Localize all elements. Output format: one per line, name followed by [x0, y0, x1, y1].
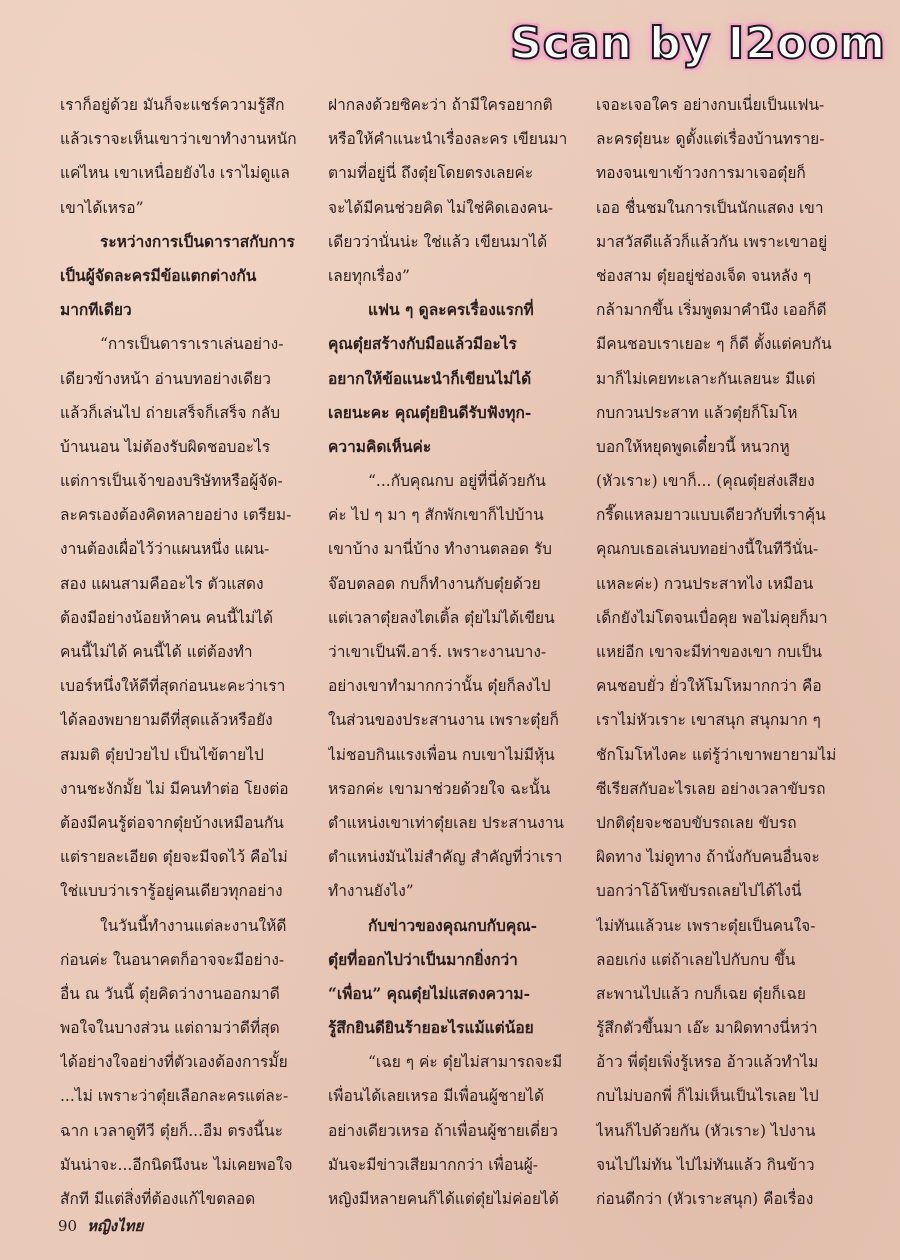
text-line: จนไปไม่ทัน ไปไม่ทันแล้ว กินข้าว: [596, 1155, 815, 1174]
text-line: รู้สึกยินดียินร้ายอะไรแม้แต่น้อย: [328, 1018, 534, 1038]
text-line: กล้ามากขึ้น เริ่มพูดมาคำนึง เออก็ดี: [596, 301, 827, 320]
text-line: เออ ชื่นชมในการเป็นนักแสดง เขา: [596, 198, 824, 217]
text-line: อื่น ณ วันนี้ ตุ๋ยคิดว่างานออกมาดี: [60, 984, 280, 1003]
text-line: กับข่าวของคุณกบกับคุณ-: [368, 915, 538, 935]
text-line: ต้องมีคนรู้ต่อจากตุ๋ยบ้างเหมือนกัน: [60, 813, 284, 832]
text-line: เราไม่หัวเราะ เขาสนุก สนุกมาก ๆ: [596, 711, 821, 730]
text-line: มันน่าจะ...อีกนิดนึงนะ ไม่เคยพอใจ: [60, 1155, 293, 1174]
text-line: ว่าเขาเป็นพี.อาร์. เพราะงานบาง-: [328, 643, 547, 661]
text-line: เดียวว่านั่นน่ะ ใช่แล้ว เขียนมาได้: [328, 232, 548, 251]
text-line: ชักโมโหไงคะ แต่รู้ว่าเขาพยายามไม่: [596, 745, 836, 764]
text-line: ก่อนดีกว่า (หัวเราะสนุก) คือเรื่อง: [596, 1190, 814, 1208]
page-number: 90: [58, 1217, 78, 1235]
text-line: กบกวนประสาท แล้วตุ๋ยก็โมโห: [596, 403, 798, 422]
text-line: ไหนก็ไปด้วยกัน (หัวเราะ) ไปงาน: [596, 1121, 816, 1140]
text-line: (หัวเราะ) เขาก็... (คุณตุ๋ยส่งเสียง: [596, 472, 815, 491]
text-line: ช่องสาม ตุ๋ยอยู่ช่องเจ็ด จนหลัง ๆ: [596, 266, 812, 285]
text-line: แล้วก็เล่นไป ถ่ายเสร็จก็เสร็จ กลับ: [60, 403, 281, 422]
text-line: เพื่อนได้เลยเหรอ มีเพื่อนผู้ชายได้: [328, 1087, 545, 1106]
magazine-name: หญิงไทย: [87, 1217, 144, 1235]
text-line: ตุ๋ยที่ออกไปว่าเป็นมากยิ่งกว่า: [328, 949, 518, 969]
text-line: ตำแหน่งมันไม่สำคัญ สำคัญที่ว่าเรา: [328, 848, 563, 867]
text-line: เขาบ้าง มานี่บ้าง ทำงานตลอด รับ: [328, 540, 553, 559]
text-line: สักที มีแต่สิ่งที่ต้องแก้ไขตลอด: [60, 1190, 256, 1208]
text-line: ตำแหน่งเขาเท่าตุ๋ยเลย ประสานงาน: [328, 813, 565, 832]
text-line: เดียวข้างหน้า อ่านบทอย่างเดียว: [60, 369, 271, 388]
text-line: ได้ลองพยายามดีที่สุดแล้วหรือยัง: [60, 711, 273, 730]
text-line: ละครตุ๋ยนะ ดูตั้งแต่เรื่องบ้านทราย-: [596, 130, 825, 149]
text-line: มาก็ไม่เคยทะเลาะกันเลยนะ มีแต่: [596, 369, 816, 388]
text-line: จะได้มีคนช่วยคิด ไม่ใช่คิดเองคน-: [328, 198, 554, 217]
text-line: คนชอบยั่ว ยั่วให้โมโหมากกว่า คือ: [596, 677, 822, 696]
text-line: ลอยเก่ง แต่ถ้าเลยไปกับกบ ขึ้น: [596, 950, 796, 969]
text-line: มาสวัสดีแล้วก็แล้วกัน เพราะเขาอยู่: [596, 232, 828, 251]
text-line: หญิงมีหลายคนก็ได้แต่ตุ๋ยไม่ค่อยได้: [328, 1190, 559, 1208]
text-line: ตามที่อยู่นี่ ถึงตุ๋ยโดยตรงเลยค่ะ: [328, 164, 534, 183]
text-line: ในวันนี้ทำงานแต่ละงานให้ดี: [100, 916, 287, 935]
text-line: มีคนชอบเราเยอะ ๆ ก็ดี ตั้งแต่คบกัน: [596, 335, 832, 354]
text-line: เป็นผู้จัดละครมีข้อแตกต่างกัน: [60, 265, 257, 285]
text-line: ซีเรียสกับอะไรเลย อย่างเวลาขับรถ: [596, 779, 826, 798]
text-line: บอกให้หยุดพูดเดี๋ยวนี้ หนวกหู: [596, 437, 790, 456]
text-line: บ้านนอน ไม่ต้องรับผิดชอบอะไร: [60, 437, 271, 456]
text-line: แค่ไหน เขาเหนื่อยยังไง เราไม่ดูแล: [60, 164, 290, 183]
text-line: มากทีเดียว: [60, 300, 132, 320]
text-line: ไม่ชอบกินแรงเพื่อน กบเขาไม่มีหุ้น: [328, 745, 555, 764]
scan-watermark: Scan by I2oom: [510, 18, 886, 69]
text-line: หรอกค่ะ เขามาช่วยด้วยใจ ฉะนั้น: [328, 779, 551, 798]
text-line: อ้าว พี่ตุ๋ยเพิ่งรู้เหรอ อ้าวแล้วทำไม: [596, 1053, 819, 1072]
text-line: อย่างเดียวเหรอ ถ้าเพื่อนผู้ชายเดี่ยว: [328, 1121, 558, 1140]
text-line: แล้วเราจะเห็นเขาว่าเขาทำงานหนัก: [60, 130, 297, 149]
text-line: ทำงานยังไง”: [328, 882, 414, 901]
text-line: สอง แผนสามคืออะไร ตัวแสดง: [60, 574, 264, 593]
text-line: คุณตุ๋ยสร้างกับมือแล้วมีอะไร: [328, 334, 517, 354]
text-line: กบไม่บอกพี่ ก็ไม่เห็นเป็นไรเลย ไป: [596, 1087, 819, 1106]
text-line: คนนี้ไม่ได้ คนนี้ได้ แต่ต้องทำ: [60, 643, 253, 661]
text-line: ...ไม่ เพราะว่าตุ๋ยเลือกละครแต่ละ-: [60, 1087, 289, 1106]
text-line: ได้อย่างใจอย่างที่ตัวเองต้องการมั้ย: [60, 1053, 288, 1072]
text-line: สะพานไปแล้ว กบก็เฉย ตุ๋ยก็เฉย: [596, 984, 806, 1003]
text-line: อยากให้ข้อแนะนำก็เขียนไม่ได้: [328, 368, 532, 388]
text-line: “เฉย ๆ ค่ะ ตุ๋ยไม่สามารถจะมี: [368, 1053, 563, 1072]
text-line: แต่เวลาตุ๋ยลงไตเติ้ล ตุ๋ยไม่ได้เขียน: [328, 608, 555, 627]
text-line: สมมติ ตุ๋ยป่วยไป เป็นไข้ตายไป: [60, 745, 264, 764]
text-line: ทองจนเขาเข้าวงการมาเจอตุ๋ยก็: [596, 164, 806, 183]
text-line: แต่รายละเอียด ตุ๋ยจะมีจดไว้ คือไม่: [60, 848, 288, 867]
text-line: “การเป็นดาราเราเล่นอย่าง-: [100, 335, 284, 354]
text-line: เจอะเจอใคร อย่างกบเนี่ยเป็นแฟน-: [596, 96, 825, 114]
text-line: งานต้องเผื่อไว้ว่าแผนหนึ่ง แผน-: [60, 540, 270, 559]
text-line: ผิดทาง ไม่ดูทาง ถ้านั่งกับคนอื่นจะ: [596, 848, 820, 867]
text-line: ค่ะ ไป ๆ มา ๆ สักพักเขาก็ไปบ้าน: [328, 506, 544, 525]
text-line: ปกติตุ๋ยจะชอบขับรถเลย ขับรถ: [596, 813, 797, 832]
text-line: ต้องมีอย่างน้อยห้าคน คนนี้ไม่ได้: [60, 608, 274, 627]
text-column-1: [60, 88, 300, 1216]
text-line: หรือให้คำแนะนำเรื่องละคร เขียนมา: [328, 130, 568, 149]
text-line: ระหว่างการเป็นดาราสกับการ: [100, 231, 295, 251]
text-line: เลยนะคะ คุณตุ๋ยยินดีรับฟังทุก-: [328, 402, 532, 422]
text-line: เลยทุกเรื่อง”: [328, 266, 410, 285]
text-line: พอใจในบางส่วน แต่ถามว่าดีที่สุด: [60, 1019, 280, 1038]
text-line: ฉาก เวลาดูทีวี ตุ๋ยก็...อืม ตรงนี้นะ: [60, 1121, 283, 1140]
text-line: อย่างเขาทำมากกว่านั้น ตุ๋ยก็ลงไป: [328, 677, 551, 696]
text-line: แหย่อีก เขาจะมีท่าของเขา กบเป็น: [596, 643, 823, 661]
text-line: ไม่ทันแล้วนะ เพราะตุ๋ยเป็นคนใจ-: [596, 916, 816, 935]
text-line: แหละค่ะ) กวนประสาทไง เหมือน: [596, 574, 814, 593]
text-line: มันจะมีข่าวเสียมากกว่า เพื่อนผู้-: [328, 1155, 539, 1174]
text-line: ก่อนค่ะ ในอนาคตก็อาจจะมีอย่าง-: [60, 950, 285, 969]
text-line: เราก็อยู่ด้วย มันก็จะแชร์ความรู้สึก: [60, 96, 285, 114]
text-line: แต่การเป็นเจ้าของบริษัทหรือผู้จัด-: [60, 472, 283, 491]
text-line: บอกว่าโอ้โหขับรถเลยไปได้ไงนี่: [596, 882, 802, 901]
text-line: “เพื่อน” คุณตุ๋ยไม่แสดงความ-: [328, 983, 531, 1003]
text-line: แฟน ๆ ดูละครเรื่องแรกที่: [368, 300, 534, 320]
text-column-3: [596, 88, 836, 1216]
text-line: งานชะงักมั้ย ไม่ มีคนทำต่อ โยงต่อ: [60, 779, 289, 798]
text-line: เบอร์หนึ่งให้ดีที่สุดก่อนนะคะว่าเรา: [60, 677, 286, 696]
page-footer: [58, 1214, 143, 1238]
text-line: รู้สึกตัวขึ้นมา เอ๊ะ มาผิดทางนี่หว่า: [596, 1019, 818, 1038]
text-line: คุณกบเธอเล่นบทอย่างนี้ในทีวีนั่น-: [596, 540, 819, 559]
text-line: เด็กยังไม่โตจนเบื่อคุย พอไม่คุยก็มา: [596, 608, 828, 627]
text-line: “...กับคุณกบ อยู่ที่นี่ด้วยกัน: [368, 472, 546, 491]
text-line: ในส่วนของประสานงาน เพราะตุ๋ยก็: [328, 711, 559, 730]
text-line: ใช่แบบว่าเรารู้อยู่คนเดียวทุกอย่าง: [60, 882, 283, 901]
text-line: ละครเองต้องคิดหลายอย่าง เตรียม-: [60, 506, 292, 525]
text-line: ฝากลงด้วยซิคะว่า ถ้ามีใครอยากติ: [328, 96, 553, 114]
text-line: จ๊อบตลอด กบก็ทำงานกับตุ๋ยด้วย: [328, 574, 541, 593]
text-line: กรี๊ดแหลมยาวแบบเดียวกับที่เราคุ้น: [596, 506, 826, 525]
text-line: ความคิดเห็นค่ะ: [328, 436, 432, 456]
text-column-2: [328, 88, 568, 1216]
text-line: เขาได้เหรอ”: [60, 198, 144, 217]
